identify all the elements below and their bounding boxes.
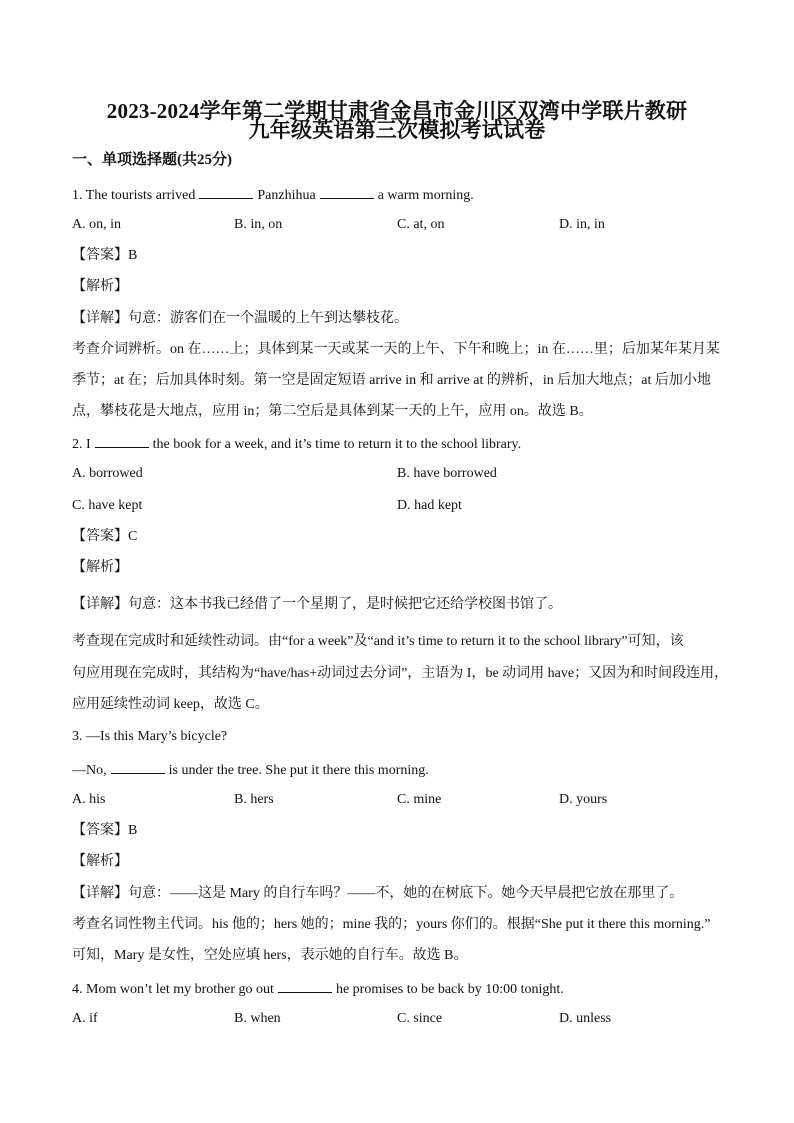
document-title-line1: 2023-2024学年第二学期甘肃省金昌市金川区双湾中学联片教研	[106, 99, 688, 123]
question-2-detail-line: 考查现在完成时和延续性动词。由“for a week”及“and it’s time to return it to the school library”可知，该	[72, 634, 684, 649]
answer-blank	[111, 759, 165, 774]
answer-blank	[278, 978, 332, 993]
question-3-option-a: A. his	[72, 792, 106, 807]
question-3-stem-part: —No,	[72, 763, 107, 778]
question-3-detail-line: 考查名词性物主代词。his 他的；hers 她的；mine 我的；yours 你们的。根据“She put it there this morning.”	[72, 917, 711, 932]
question-4-option-c: C. since	[397, 1011, 443, 1026]
question-3-option-d: D. yours	[559, 792, 608, 807]
question-2-option-b: B. have borrowed	[397, 466, 497, 481]
question-2-stem-part: the book for a week, and it’s time to return it to the school library.	[152, 437, 522, 452]
question-2-option-d: D. had kept	[397, 498, 462, 513]
question-2-analysis-label: 【解析】	[72, 560, 128, 575]
document-title-line2-text: 九年级英语第三次模拟考试试卷	[248, 118, 546, 142]
question-1-detail-line: 考查介词辨析。on 在……上；具体到某一天或某一天的上午、下午和晚上；in 在……里；后加某年某月某	[72, 342, 720, 357]
question-2-detail-line: 【详解】句意：这本书我已经借了一个星期了，是时候把它还给学校图书馆了。	[72, 597, 562, 612]
question-4-option-d: D. unless	[559, 1011, 612, 1026]
question-1-stem	[72, 184, 732, 206]
question-4-stem	[72, 978, 732, 1000]
question-4-stem-part: he promises to be back by 10:00 tonight.	[335, 982, 564, 997]
question-1-stem-part: a warm morning.	[377, 188, 474, 203]
question-1-option-d: D. in, in	[559, 217, 605, 232]
answer-blank	[95, 433, 149, 448]
question-1-answer: 【答案】B	[72, 248, 138, 263]
answer-blank	[199, 184, 253, 199]
question-2-detail-line: 应用延续性动词 keep，故选 C。	[72, 697, 269, 712]
question-2-option-a: A. borrowed	[72, 466, 143, 481]
question-3-detail-line: 可知，Mary 是女性，空处应填 hers，表示她的自行车。故选 B。	[72, 948, 468, 963]
question-2-detail-line: 句应用现在完成时，其结构为“have/has+动词过去分词”，主语为 I，be 动词用 have；又因为和时间段连用，	[72, 666, 729, 681]
document-title-line2	[0, 117, 794, 143]
question-3-stem-line1: 3. —Is this Mary’s bicycle?	[72, 729, 228, 744]
question-1-detail-line: 季节；at 在；后加具体时刻。第一空是固定短语 arrive in 和 arrive at 的辨析，in 后加大地点；at 后加小地	[72, 373, 711, 388]
question-3-analysis-label: 【解析】	[72, 854, 128, 869]
question-1-detail-line: 【详解】句意：游客们在一个温暖的上午到达攀枝花。	[72, 311, 408, 326]
question-3-option-b: B. hers	[234, 792, 274, 807]
question-2-stem-part: 2. I	[72, 437, 91, 452]
question-3-option-c: C. mine	[397, 792, 442, 807]
question-4-option-a: A. if	[72, 1011, 98, 1026]
question-2-answer: 【答案】C	[72, 529, 138, 544]
question-4-option-b: B. when	[234, 1011, 281, 1026]
question-1-detail-line: 点，攀枝花是大地点，应用 in；第二空后是具体到某一天的上午，应用 on。故选 B。	[72, 404, 593, 419]
question-1-option-a: A. on, in	[72, 217, 121, 232]
question-2-stem	[72, 433, 732, 455]
question-1-option-c: C. at, on	[397, 217, 445, 232]
question-3-stem-line2	[72, 759, 732, 781]
question-3-answer: 【答案】B	[72, 823, 138, 838]
question-1-option-b: B. in, on	[234, 217, 283, 232]
question-3-detail-line: 【详解】句意：——这是 Mary 的自行车吗？——不，她的在树底下。她今天早晨把它放在那里了。	[72, 886, 684, 901]
question-2-option-c: C. have kept	[72, 498, 143, 513]
question-4-stem-part: 4. Mom won’t let my brother go out	[72, 982, 274, 997]
question-3-stem-part: is under the tree. She put it there this morning.	[168, 763, 429, 778]
answer-blank	[320, 184, 374, 199]
question-1-stem-part: Panzhihua	[257, 188, 316, 203]
question-1-stem-part: 1. The tourists arrived	[72, 188, 196, 203]
question-1-analysis-label: 【解析】	[72, 279, 128, 294]
section-heading: 一、单项选择题(共25分)	[72, 152, 232, 168]
